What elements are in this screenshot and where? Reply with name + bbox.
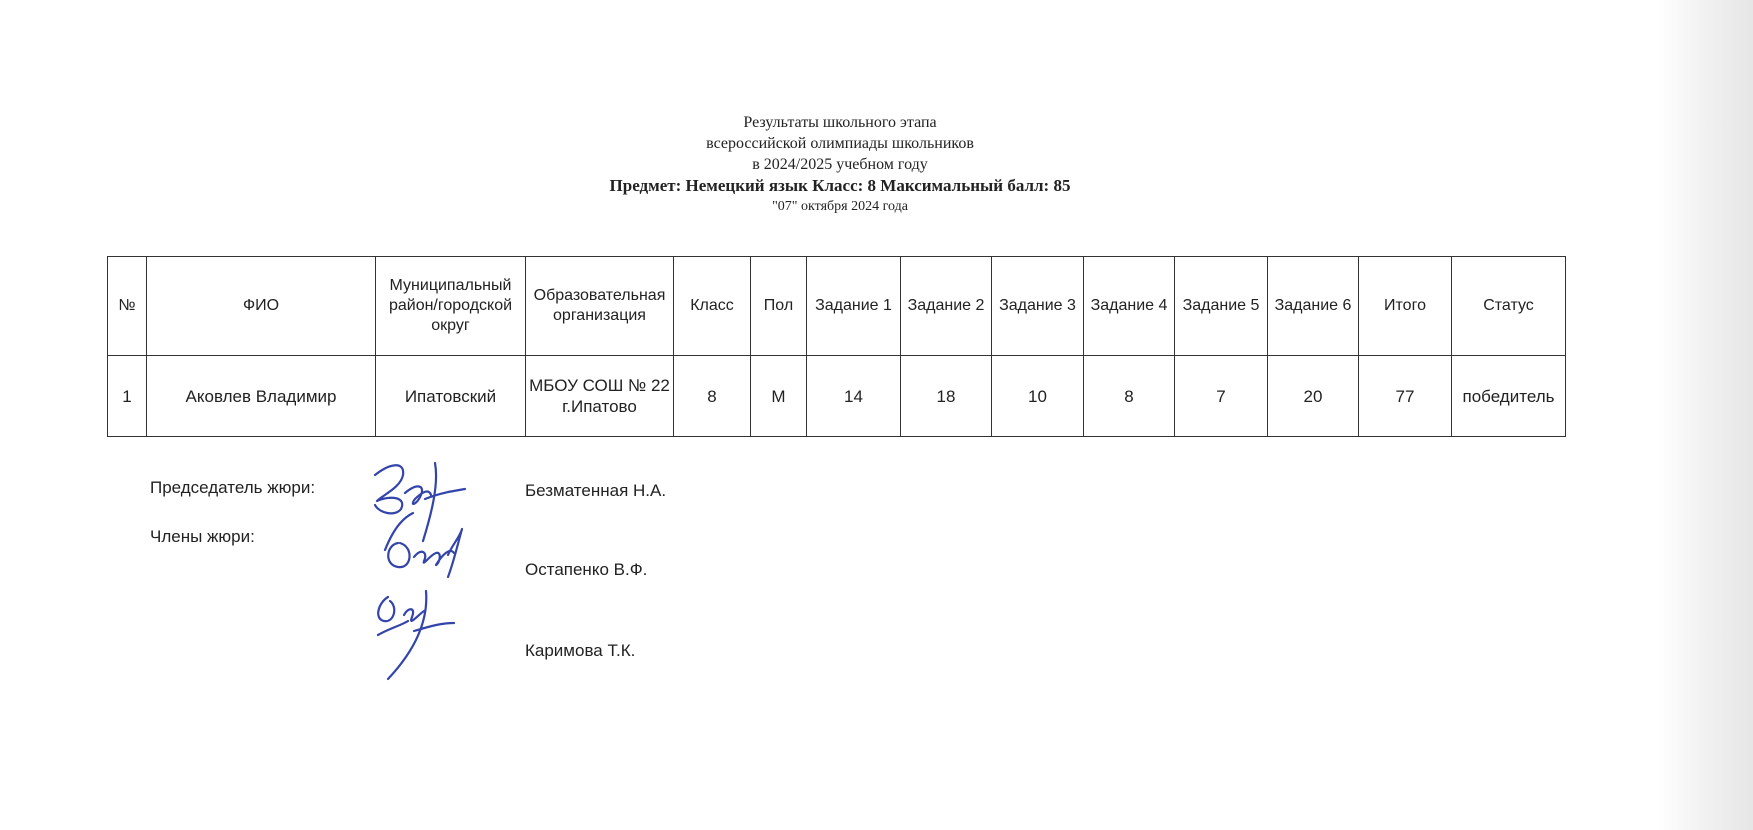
cell-task-3: 10: [992, 356, 1084, 437]
title-line-1: Результаты школьного этапа: [743, 114, 937, 131]
cell-task-1: 14: [807, 356, 901, 437]
col-header-organization: Образовательная организация: [526, 257, 674, 356]
cell-task-5: 7: [1175, 356, 1268, 437]
col-header-task-3: Задание 3: [992, 257, 1084, 356]
col-header-municipality: Муниципальный район/городской округ: [376, 257, 526, 356]
cell-fio: Аковлев Владимир: [147, 356, 376, 437]
signature-member-1-icon: [378, 525, 483, 585]
cell-status: победитель: [1452, 356, 1566, 437]
cell-task-2: 18: [901, 356, 992, 437]
document-header: [0, 112, 1680, 217]
date-line: "07" октября 2024 года: [772, 199, 908, 214]
jury-member-1-name: Остапенко В.Ф.: [525, 560, 648, 579]
col-header-grade: Класс: [674, 257, 751, 356]
cell-sex: М: [751, 356, 807, 437]
col-header-task-1: Задание 1: [807, 257, 901, 356]
results-table: [107, 256, 1566, 437]
jury-members-label: Члены жюри:: [150, 527, 255, 546]
cell-municipality: Ипатовский: [376, 356, 526, 437]
table-header-row: [108, 257, 1566, 356]
col-header-task-6: Задание 6: [1268, 257, 1359, 356]
cell-task-6: 20: [1268, 356, 1359, 437]
col-header-number: №: [108, 257, 147, 356]
col-header-fio: ФИО: [147, 257, 376, 356]
jury-chair-name: Безматенная Н.А.: [525, 481, 667, 500]
title-line-3: в 2024/2025 учебном году: [752, 156, 928, 173]
col-header-task-5: Задание 5: [1175, 257, 1268, 356]
col-header-status: Статус: [1452, 257, 1566, 356]
col-header-total: Итого: [1359, 257, 1452, 356]
col-header-task-4: Задание 4: [1084, 257, 1175, 356]
signature-member-2-icon: [368, 585, 468, 685]
jury-member-2-name: Каримова Т.К.: [525, 641, 636, 660]
title-line-2: всероссийской олимпиады школьников: [706, 135, 974, 152]
cell-number: 1: [108, 356, 147, 437]
col-header-sex: Пол: [751, 257, 807, 356]
cell-task-4: 8: [1084, 356, 1175, 437]
cell-grade: 8: [674, 356, 751, 437]
cell-total: 77: [1359, 356, 1452, 437]
subject-line: Предмет: Немецкий язык Класс: 8 Максимальный балл: 85: [609, 176, 1071, 195]
cell-organization: МБОУ СОШ № 22 г.Ипатово: [526, 356, 674, 437]
table-row: [108, 356, 1566, 437]
jury-chair-label: Председатель жюри:: [150, 478, 316, 497]
col-header-task-2: Задание 2: [901, 257, 992, 356]
